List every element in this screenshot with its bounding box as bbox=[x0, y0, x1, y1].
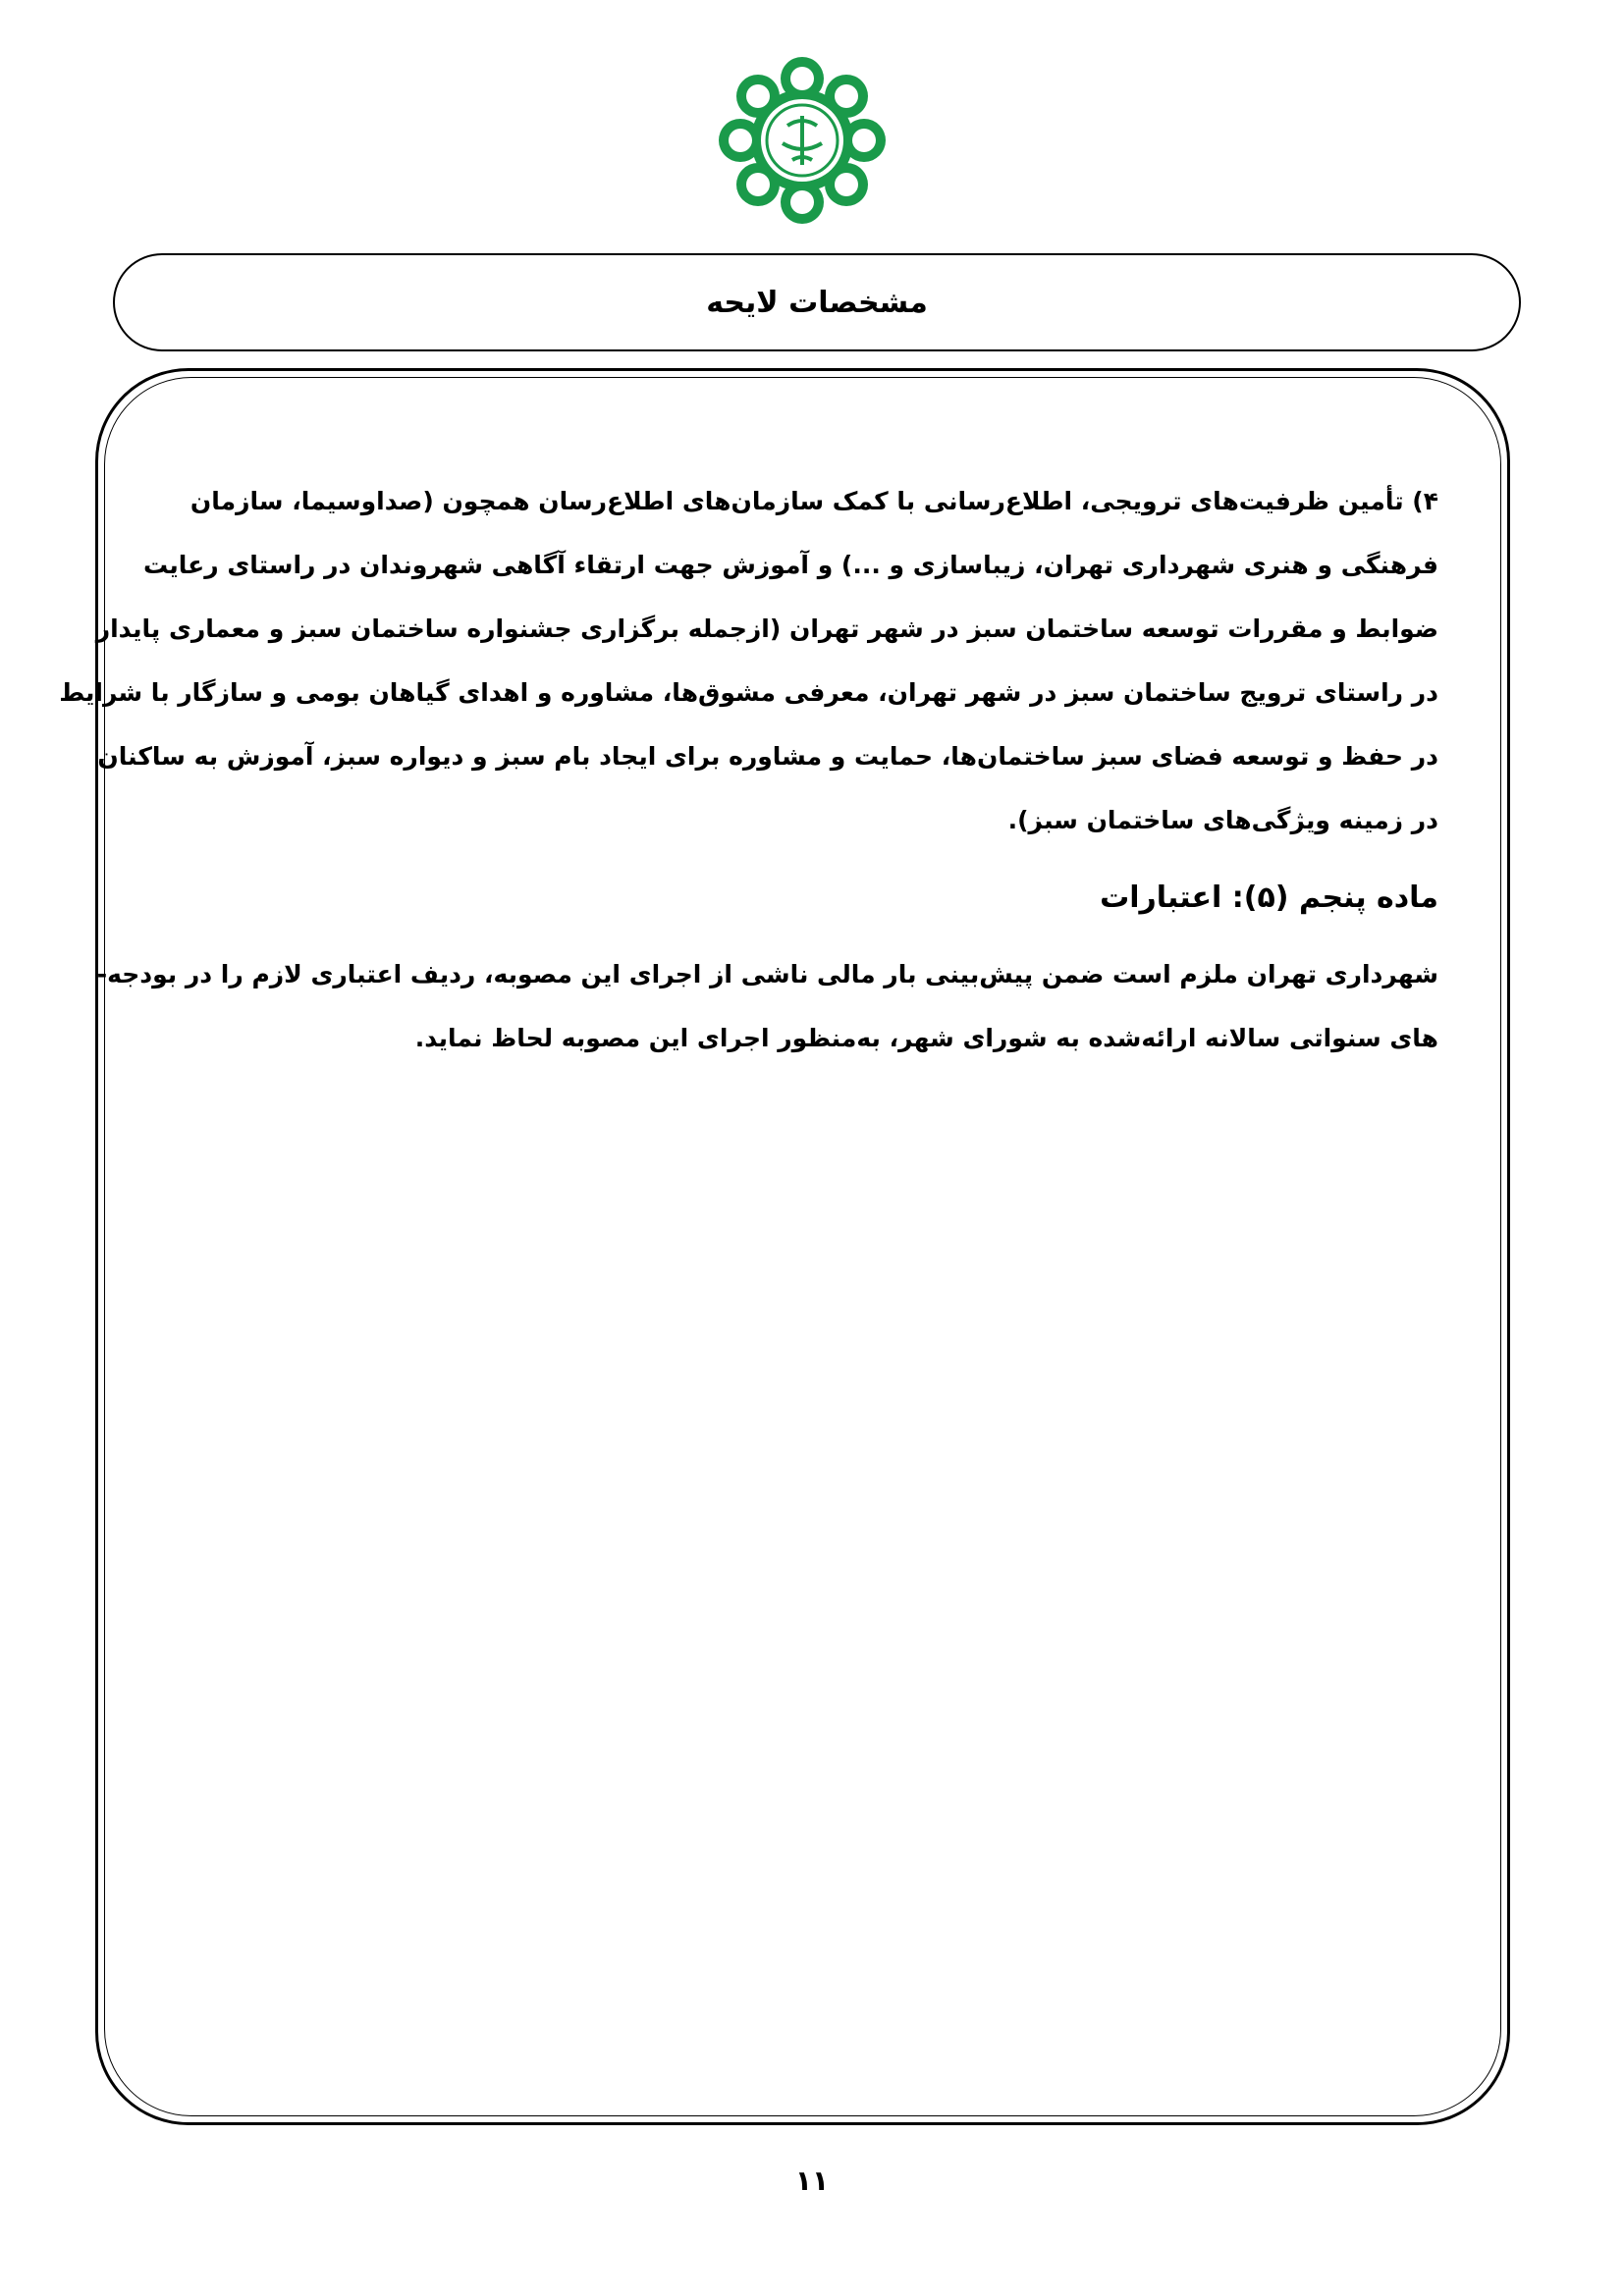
item-4-paragraph bbox=[59, 469, 1438, 852]
text-line: های سنواتی سالانه ارائه‌شده به شورای شهر، به‌منظور اجرای این مصوبه لحاظ نماید. bbox=[414, 1024, 1438, 1052]
text-line: در حفظ و توسعه فضای سبز ساختمان‌ها، حمایت و مشاوره برای ایجاد بام سبز و دیواره سبز، آموزش به ساکنان bbox=[97, 742, 1438, 771]
text-line: ضوابط و مقررات توسعه ساختمان سبز در شهر تهران (ازجمله برگزاری جشنواره ساختمان سبز و معماری پایدار bbox=[95, 614, 1438, 643]
text-line: شهرداری تهران ملزم است ضمن پیش‌بینی بار مالی ناشی از اجرای این مصوبه، ردیف اعتباری لازم را در بودجه- bbox=[96, 960, 1438, 988]
article-5-paragraph bbox=[96, 942, 1438, 1070]
document-body bbox=[59, 469, 1438, 1070]
text-line: فرهنگی و هنری شهرداری تهران، زیباسازی و ...) و آموزش جهت ارتقاء آگاهی شهروندان در راستای رعایت bbox=[142, 551, 1438, 579]
text-line: در راستای ترویج ساختمان سبز در شهر تهران، معرفی مشوق‌ها، مشاوره و اهدای گیاهان بومی و سازگار با شرایط bbox=[59, 678, 1438, 707]
document-title-box bbox=[113, 253, 1521, 351]
document-title: مشخصات لایحه bbox=[706, 285, 928, 320]
tehran-municipality-logo bbox=[719, 57, 886, 224]
text-line: در زمینه ویژگی‌های ساختمان سبز). bbox=[1007, 806, 1438, 834]
page-number: ۱۱ bbox=[794, 2164, 830, 2197]
article-5-heading: ماده پنجم (۵): اعتبارات bbox=[1100, 881, 1438, 915]
text-line: ۴) تأمین ظرفیت‌های ترویجی، اطلاع‌رسانی با کمک سازمان‌های اطلاع‌رسان همچون (صداوسیما، سازمان bbox=[189, 487, 1438, 515]
